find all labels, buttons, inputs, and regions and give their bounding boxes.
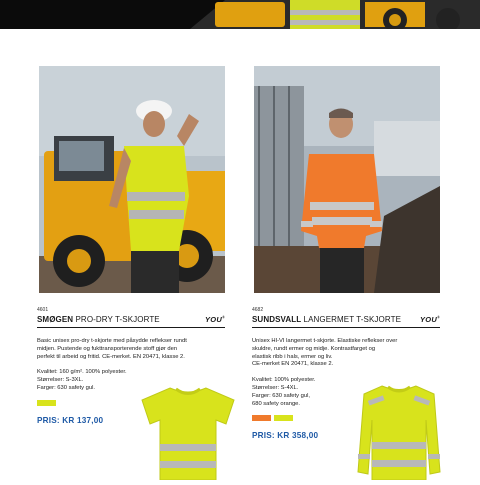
product-title-row — [252, 315, 440, 328]
description-line: Unisex HI-VI langermet t-skjorte. Elastiske reflekser over — [252, 338, 398, 344]
product-name-rest: LANGERMET T-SKJORTE — [303, 315, 402, 324]
color-swatch-orange[interactable] — [252, 415, 271, 421]
spec-line: 680 safety orange. — [252, 400, 301, 407]
color-swatch-yellow[interactable] — [37, 400, 56, 406]
tshirt-product-image — [140, 386, 236, 485]
spec-line: Kvalitet: 160 g/m². 100% polyester. — [37, 369, 127, 376]
product-title-row — [37, 315, 225, 328]
spec-line: Farger: 630 safety gul. — [37, 384, 96, 391]
product-description — [252, 338, 440, 369]
description-line: Basic unisex pro-dry t-skjorte med påsydde reflekser rundt — [37, 338, 187, 344]
product-price: PRIS: KR 137,00 — [37, 415, 104, 425]
product-price: PRIS: KR 358,00 — [252, 431, 319, 441]
product-name-bold: SUNDSVALL — [252, 315, 302, 324]
spec-line: Farger: 630 safety gul, — [252, 392, 311, 399]
product-title — [252, 315, 401, 324]
spec-line: Størrelser: S-4XL. — [252, 384, 299, 391]
product-description — [37, 338, 225, 361]
product-name-bold: SMØGEN — [37, 315, 74, 324]
longsleeve-product-image — [356, 384, 442, 485]
top-banner-image — [0, 0, 480, 29]
product-name-rest: PRO-DRY T-SKJORTE — [75, 315, 160, 324]
description-line: skuldre, rundt ermer og midje. Kontrastfarget og — [252, 345, 376, 352]
spec-line: Størrelser: S-3XL. — [37, 377, 84, 384]
product-code: 4601 — [37, 307, 49, 313]
description-line: elastisk ribb i hals, ermer og liv. — [252, 353, 333, 360]
product-photo-smogen — [39, 66, 225, 293]
description-line: perfekt til arbeid og fritid. CE-merket. EN 20471, klasse 2. — [37, 353, 185, 360]
brand-logo: YOU® — [419, 315, 440, 324]
color-swatch-yellow[interactable] — [274, 415, 293, 421]
product-photo-sundsvall — [254, 66, 440, 293]
product-title — [37, 315, 160, 324]
description-line: midjen. Pustende og fukttransporterende stoff gjør den — [37, 345, 178, 352]
product-code: 4682 — [252, 307, 264, 313]
spec-line: Kvalitet: 100% polyester. — [252, 377, 316, 384]
brand-logo: YOU® — [204, 315, 225, 324]
description-line: CE-merket EN 20471, klasse 2. — [252, 361, 334, 368]
